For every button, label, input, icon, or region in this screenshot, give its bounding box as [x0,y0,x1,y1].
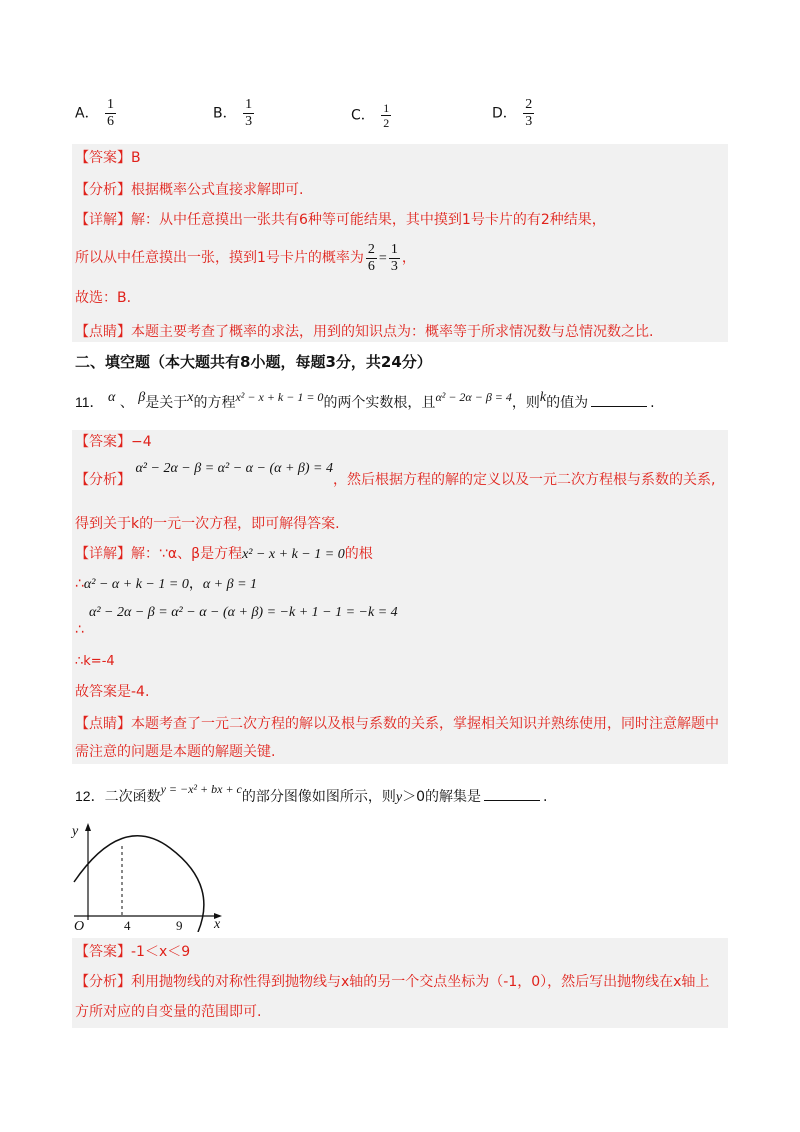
y-axis-label: y [72,824,79,839]
option-a [75,98,118,129]
q10-comment: 【点睛】本题主要考查了概率的求法，用到的知识点为：概率等于所求情况数与总情况数之比. [75,324,654,340]
q11-answer: 【答案】−4 [75,434,152,450]
option-d [492,98,536,129]
q10-choose: 故选：B. [75,290,132,306]
tick-4-label: 4 [124,918,131,932]
q10-detail-line2: 所以从中任意摸出一张，摸到1号卡片的概率为 $\frac{2}{6}$ = $\frac{1}{3}$ ， [75,241,416,274]
option-a-letter: A． [75,105,99,122]
q12-stem: 12．二次函数y = −x² + bx + c的部分图像如图所示，则y＞0的解集是 . [75,782,548,805]
option-c-fraction: $\frac{1}{2}$ [383,101,390,130]
q11-comment-line2: 需注意的问题是本题的解题关键. [75,744,276,760]
q10-answer: 【答案】B [75,150,141,166]
q11-step4: 故答案是-4. [75,684,150,700]
q11-step1: ∴α² − α + k − 1 = 0，α + β = 1 [75,576,258,592]
q11-analysis: 【分析】 α² − 2α − β = α² − α − (α + β) = 4，然后根据方程的解的定义以及一元二次方程根与系数的关系, [75,461,716,488]
parabola-graph [66,820,236,932]
q12-analysis-line2: 方所对应的自变量的范围即可. [75,1004,262,1020]
section-title: 二、填空题（本大题共有8小题，每题3分，共24分） [75,353,432,371]
option-a-fraction: $\frac{1}{6}$ [107,97,115,129]
tick-9-label: 9 [176,918,183,932]
y-axis-arrow [85,823,91,831]
q11-analysis-line2: 得到关于k的一元一次方程，即可解得答案. [75,516,340,532]
option-b-fraction: $\frac{1}{3}$ [245,97,253,129]
option-c [351,102,393,129]
q10-analysis: 【分析】根据概率公式直接求解即可. [75,182,304,198]
option-c-letter: C． [351,107,375,124]
q12-analysis-line1: 【分析】利用抛物线的对称性得到抛物线与x轴的另一个交点坐标为（-1，0），然后写出抛物线在x轴上 [75,974,710,990]
option-d-fraction: $\frac{2}{3}$ [525,97,533,129]
origin-label: O [74,919,85,932]
q10-detail-line1: 【详解】解：从中任意摸出一张共有6种等可能结果，其中摸到1号卡片的有2种结果， [75,212,606,228]
q12-answer: 【答案】-1＜x＜9 [75,944,191,960]
q11-comment-line1: 【点睛】本题考查了一元二次方程的解以及根与系数的关系，掌握相关知识并熟练使用，同时注意解题中 [75,716,719,732]
option-b-letter: B． [213,105,237,122]
x-axis-label: x [214,917,221,932]
parabola-curve [74,836,204,932]
option-b [213,98,256,129]
q11-step3: ∴k=-4 [75,654,115,669]
q11-answer-blank [591,392,647,407]
option-d-letter: D． [492,105,517,122]
q11-therefore: ∴ [75,622,84,638]
q11-detail: 【详解】解：∵α、β是方程x² − x + k − 1 = 0的根 [75,546,373,562]
q12-answer-blank [484,786,540,801]
q11-step2: α² − 2α − β = α² − α − (α + β) = −k + 1 − 1 = −k = 4 [89,605,398,620]
q11-stem: 11． α 、 β是关于x的方程x² − x + k − 1 = 0的两个实数根，且α² − 2α − β = 4，则k的值为 . [75,390,655,411]
